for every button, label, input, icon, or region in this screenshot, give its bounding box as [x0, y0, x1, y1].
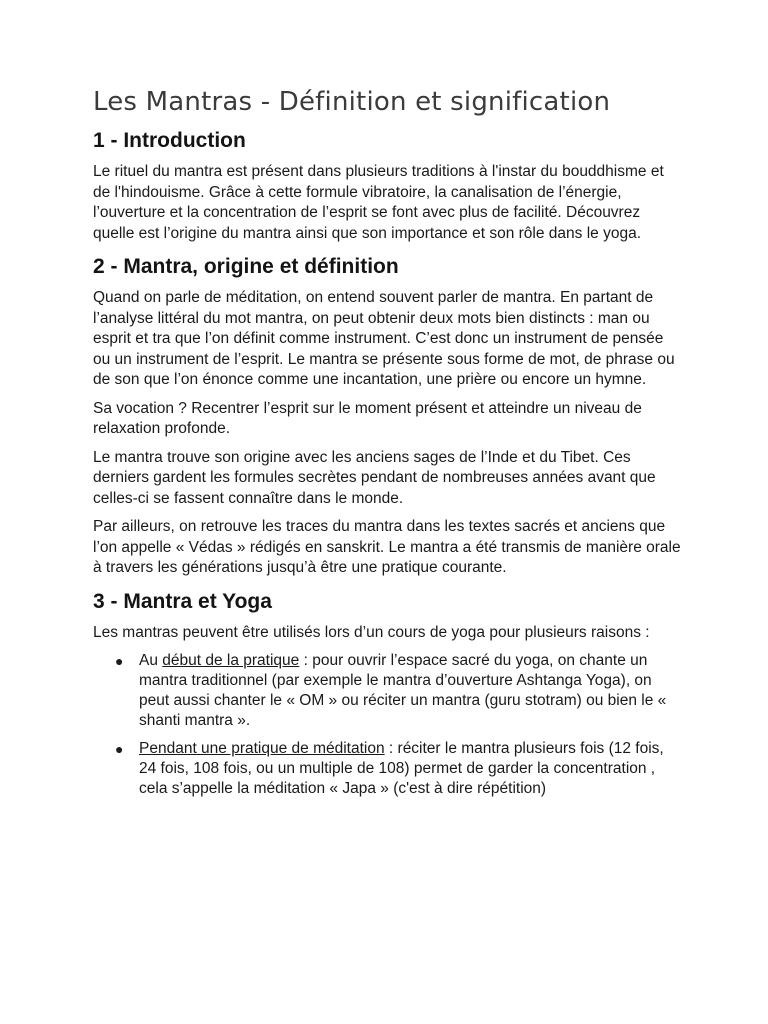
paragraph: Sa vocation ? Recentrer l’esprit sur le moment présent et atteindre un niveau de relaxation profonde.	[93, 399, 642, 437]
list-item	[115, 651, 683, 731]
list-item-underlined: début de la pratique	[162, 652, 300, 669]
section-mantra-yoga	[93, 589, 683, 800]
list-item-underlined: Pendant une pratique de méditation	[139, 740, 385, 757]
paragraph: Les mantras peuvent être utilisés lors d’un cours de yoga pour plusieurs raisons :	[93, 623, 650, 641]
section-heading: 3 - Mantra et Yoga	[93, 589, 272, 613]
list-item-prefix: Au	[139, 652, 163, 669]
section-heading: 1 - Introduction	[93, 129, 246, 152]
paragraph: Le mantra trouve son origine avec les anciens sages de l’Inde et du Tibet. Ces derniers gardent les formules secrètes pendant de nombreuses années avant que celles-ci se fassent connaître dans le monde.	[93, 448, 656, 507]
paragraph: Le rituel du mantra est présent dans plusieurs traditions à l'instar du bouddhisme et de l'hindouisme. Grâce à cette formule vibratoire, la canalisation de l’énergie, l’ouverture et la concentration de l’esprit se font avec plus de facilité. Découvrez quelle est l’origine du mantra ainsi que son importance et son rôle dans le yoga.	[93, 163, 664, 242]
bullet-list	[93, 651, 683, 799]
bullet-icon: ●	[115, 653, 124, 669]
list-item-text: : réciter le mantra plusieurs fois (12 fois, 24 fois, 108 fois, ou un multiple de 108) permet de garder la concentration , cela s’appelle la méditation « Japa » (c'est à dire répétition)	[139, 740, 664, 797]
list-item	[115, 739, 683, 799]
section-introduction	[93, 128, 683, 244]
bullet-icon: ●	[115, 741, 124, 757]
document-title: Les Mantras - Définition et signification	[93, 87, 611, 117]
paragraph: Par ailleurs, on retrouve les traces du mantra dans les textes sacrés et anciens que l’on appelle « Védas » rédigés en sanskrit. Le mantra a été transmis de manière orale à travers les générations jusqu’à être une pratique courante.	[93, 518, 681, 576]
list-item-text: : pour ouvrir l’espace sacré du yoga, on chante un mantra traditionnel (par exemple le mantra d’ouverture Ashtanga Yoga), on peut aussi chanter le « OM » ou réciter un mantra (guru stotram) ou bien le « shanti mantra ».	[139, 652, 667, 729]
section-heading: 2 - Mantra, origine et définition	[93, 255, 399, 278]
paragraph: Quand on parle de méditation, on entend souvent parler de mantra. En partant de l’analyse littéral du mot mantra, on peut obtenir deux mots bien distincts : man ou esprit et tra que l’on définit comme instrument. C’est donc un instrument de pensée ou un instrument de l’esprit. Le mantra se présente sous forme de mot, de phrase ou de son que l’on énonce comme une incantation, une prière ou encore un hymne.	[93, 289, 675, 388]
document-page	[93, 86, 683, 807]
section-origin-definition	[93, 254, 683, 579]
